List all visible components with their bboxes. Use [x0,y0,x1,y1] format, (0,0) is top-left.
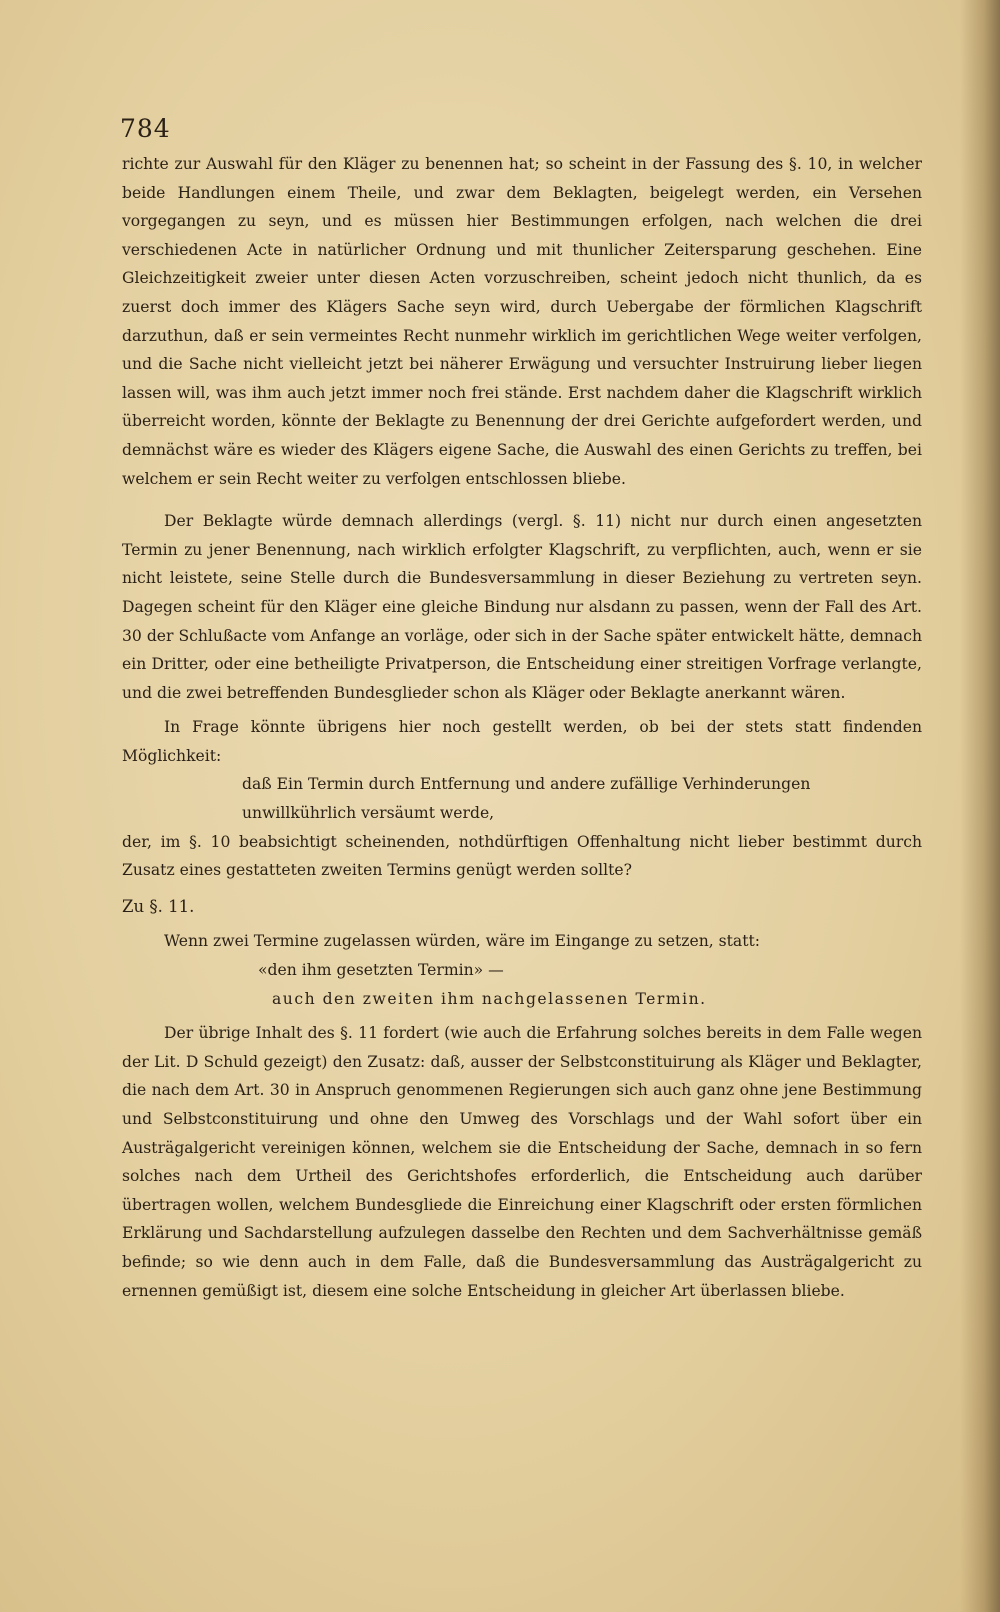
quoted-term: «den ihm gesetzten Termin» — [258,961,504,980]
body-text [122,150,922,1305]
paragraph-6: Der übrige Inhalt des §. 11 fordert (wie auch die Erfahrung solches bereits in dem Falle wegen der Lit. D Schuld gezeigt) den Zusatz: daß, ausser der Selbstconstituirung als Kläger und Beklagter, die nach dem Art. 30 in Anspruch genommenen Regierungen sich auch ganz ohne jene Bestimmung und Selbstconstituirung und ohne den Umweg des Vorschlags und der Wahl sofort über ein Austrägalgericht vereinigen können, welchem sie die Entscheidung der Sache, demnach in so fern solches nach dem Urtheil des Gerichtshofes erforderlich, die Entscheidung auch darüber übertragen wollen, welchem Bundesgliede die Einreichung einer Klagschrift oder ersten förmlichen Erklärung und Sachdarstellung aufzulegen dasselbe den Rechten und dem Sachverhältnisse gemäß befinde; so wie denn auch in dem Falle, daß die Bundesversammlung das Austrägalgericht zu ernennen gemüßigt ist, diesem eine solche Entscheidung in gleicher Art überlassen bliebe. [122,1024,922,1300]
section-heading: Zu §. 11. [122,896,195,916]
paragraph-1: richte zur Auswahl für den Kläger zu benennen hat; so scheint in der Fassung des §. 10, in welcher beide Handlungen einem Theile, und zwar dem Beklagten, beigelegt werden, ein Versehen vorgegangen zu seyn, und es müssen hier Bestimmungen erfolgen, nach welchen die drei verschiedenen Acte in natürlicher Ordnung und mit thunlicher Zeitersparung geschehen. Eine Gleichzeitigkeit zweier unter diesen Acten vorzuschreiben, scheint jedoch nicht thunlich, da es zuerst doch immer des Klägers Sache seyn wird, durch Uebergabe der förmlichen Klagschrift darzuthun, daß er sein vermeintes Recht nunmehr wirklich im gerichtlichen Wege weiter verfolgen, und die Sache nicht vielleicht jetzt bei näherer Erwägung und versuchter Instruirung lieber liegen lassen will, was ihm auch jetzt immer noch frei stände. Erst nachdem daher die Klagschrift wirklich überreicht worden, könnte der Beklagte zu Benennung der drei Gerichte aufgefordert werden, und demnächst wäre es wieder des Klägers eigene Sache, die Auswahl des einen Gerichts zu treffen, bei welchem er sein Recht weiter zu verfolgen entschlossen bliebe. [122,155,922,488]
paragraph-2: Der Beklagte würde demnach allerdings (vergl. §. 11) nicht nur durch einen angesetzten Termin zu jener Benennung, nach wirklich erfolgter Klagschrift, zu verpflichten, auch, wenn er sie nicht leistete, seine Stelle durch die Bundesversammlung in dieser Beziehung zu vertreten seyn. Dagegen scheint für den Kläger eine gleiche Bindung nur alsdann zu passen, wenn der Fall des Art. 30 der Schlußacte vom Anfange an vorläge, oder sich in der Sache später entwickelt hätte, demnach ein Dritter, oder eine betheiligte Privatperson, die Entscheidung einer streitigen Vorfrage verlangte, und die zwei betreffenden Bundesglieder schon als Kläger oder Beklagte anerkannt wären. [122,512,922,702]
page-number: 784 [120,114,171,143]
paragraph-5: Wenn zwei Termine zugelassen würden, wäre im Eingange zu setzen, statt: [164,932,761,951]
page-spine-shadow [960,0,1000,1612]
paragraph-3: In Frage könnte übrigens hier noch gestellt werden, ob bei der stets statt findenden Möglichkeit: [122,718,922,765]
paragraph-4: der, im §. 10 beabsichtigt scheinenden, nothdürftigen Offenhaltung nicht lieber bestimmt durch Zusatz eines gestatteten zweiten Termins genügt werden sollte? [122,832,922,880]
replacement-term: auch den zweiten ihm nachgelassenen Termin. [272,989,707,1008]
block-quote: daß Ein Termin durch Entfernung und andere zufällige Verhinderungen unwillkührlich versäumt werde, [242,775,811,823]
